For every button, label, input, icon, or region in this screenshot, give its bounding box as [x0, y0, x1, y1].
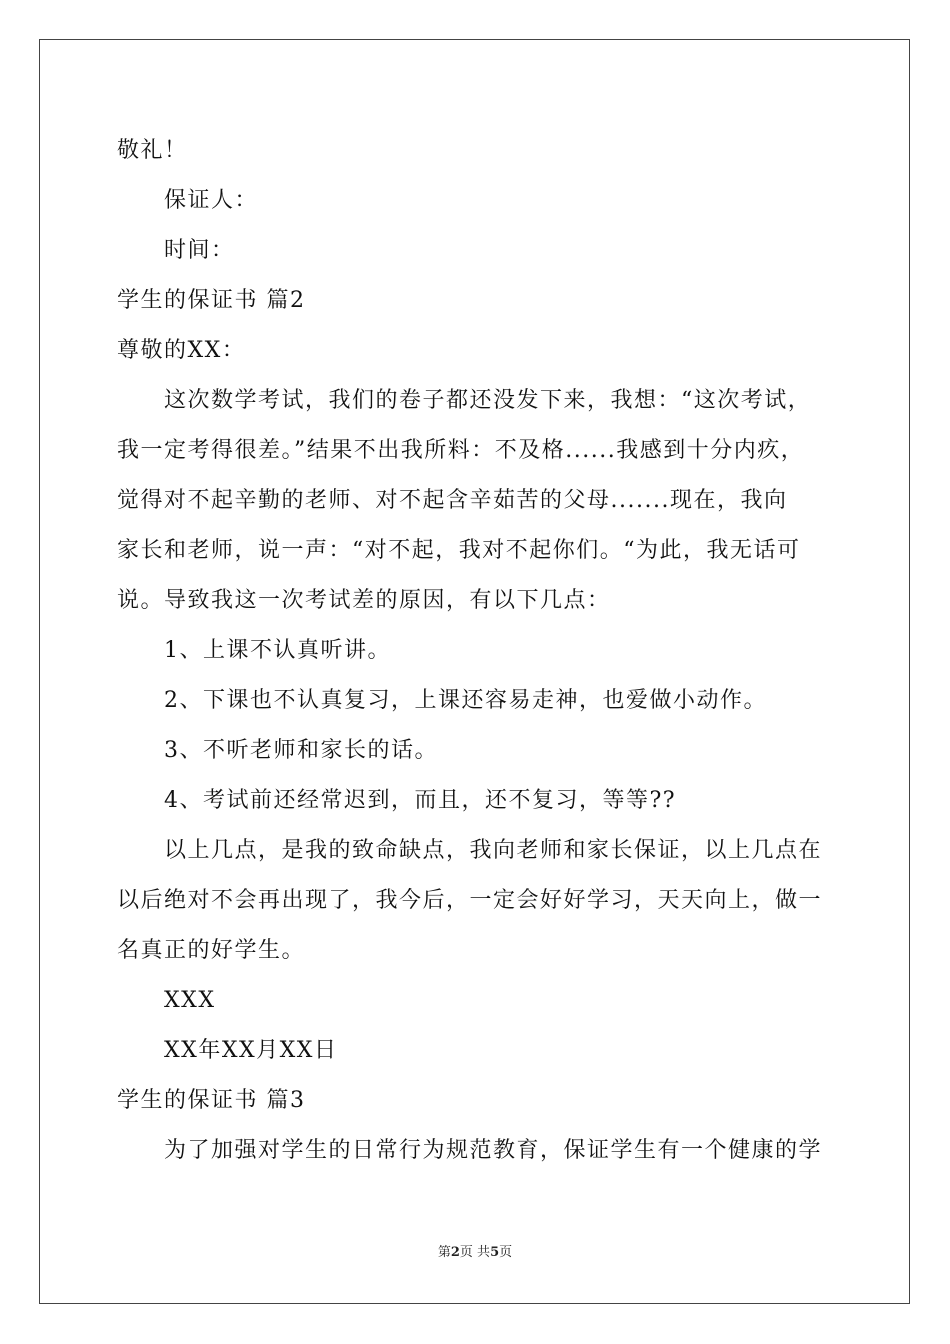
time-label: 时间： — [164, 238, 235, 263]
footer-suffix: 页 — [499, 1245, 513, 1260]
signature-name: XXX — [164, 988, 216, 1013]
list-item: 3、不听老师和家长的话。 — [164, 738, 438, 763]
body-line: 为了加强对学生的日常行为规范教育，保证学生有一个健康的学 — [164, 1138, 823, 1163]
section-heading: 学生的保证书 篇2 — [117, 288, 306, 313]
footer-page-number: 2 — [450, 1245, 460, 1260]
footer-mid: 页 共 — [459, 1245, 491, 1260]
salutation: 尊敬的XX： — [117, 338, 246, 363]
list-item: 2、下课也不认真复习，上课还容易走神，也爱做小动作。 — [164, 688, 767, 713]
guarantor-label: 保证人： — [164, 188, 259, 213]
body-line: 以后绝对不会再出现了，我今后，一定会好好学习，天天向上，做一 — [117, 888, 823, 913]
page-footer — [0, 1243, 950, 1263]
body-line: 家长和老师，说一声：“对不起，我对不起你们。“为此，我无话可 — [117, 538, 801, 563]
list-item: 1、上课不认真听讲。 — [164, 638, 391, 663]
closing-salute: 敬礼！ — [117, 138, 188, 163]
signature-date: XX年XX月XX日 — [164, 1038, 338, 1063]
body-line: 这次数学考试，我们的卷子都还没发下来，我想：“这次考试， — [164, 388, 812, 413]
body-line: 名真正的好学生。 — [117, 938, 306, 963]
body-line: 说。导致我这一次考试差的原因，有以下几点： — [117, 588, 611, 613]
body-line: 以上几点，是我的致命缺点，我向老师和家长保证，以上几点在 — [164, 838, 823, 863]
footer-prefix: 第 — [437, 1245, 451, 1260]
section-heading: 学生的保证书 篇3 — [117, 1088, 306, 1113]
body-line: 我一定考得很差。”结果不出我所料：不及格......我感到十分内疚， — [117, 438, 805, 463]
list-item: 4、考试前还经常迟到，而且，还不复习，等等?? — [164, 788, 677, 813]
footer-total-pages: 5 — [490, 1245, 500, 1260]
body-line: 觉得对不起辛勤的老师、对不起含辛茹苦的父母.......现在，我向 — [117, 488, 788, 513]
